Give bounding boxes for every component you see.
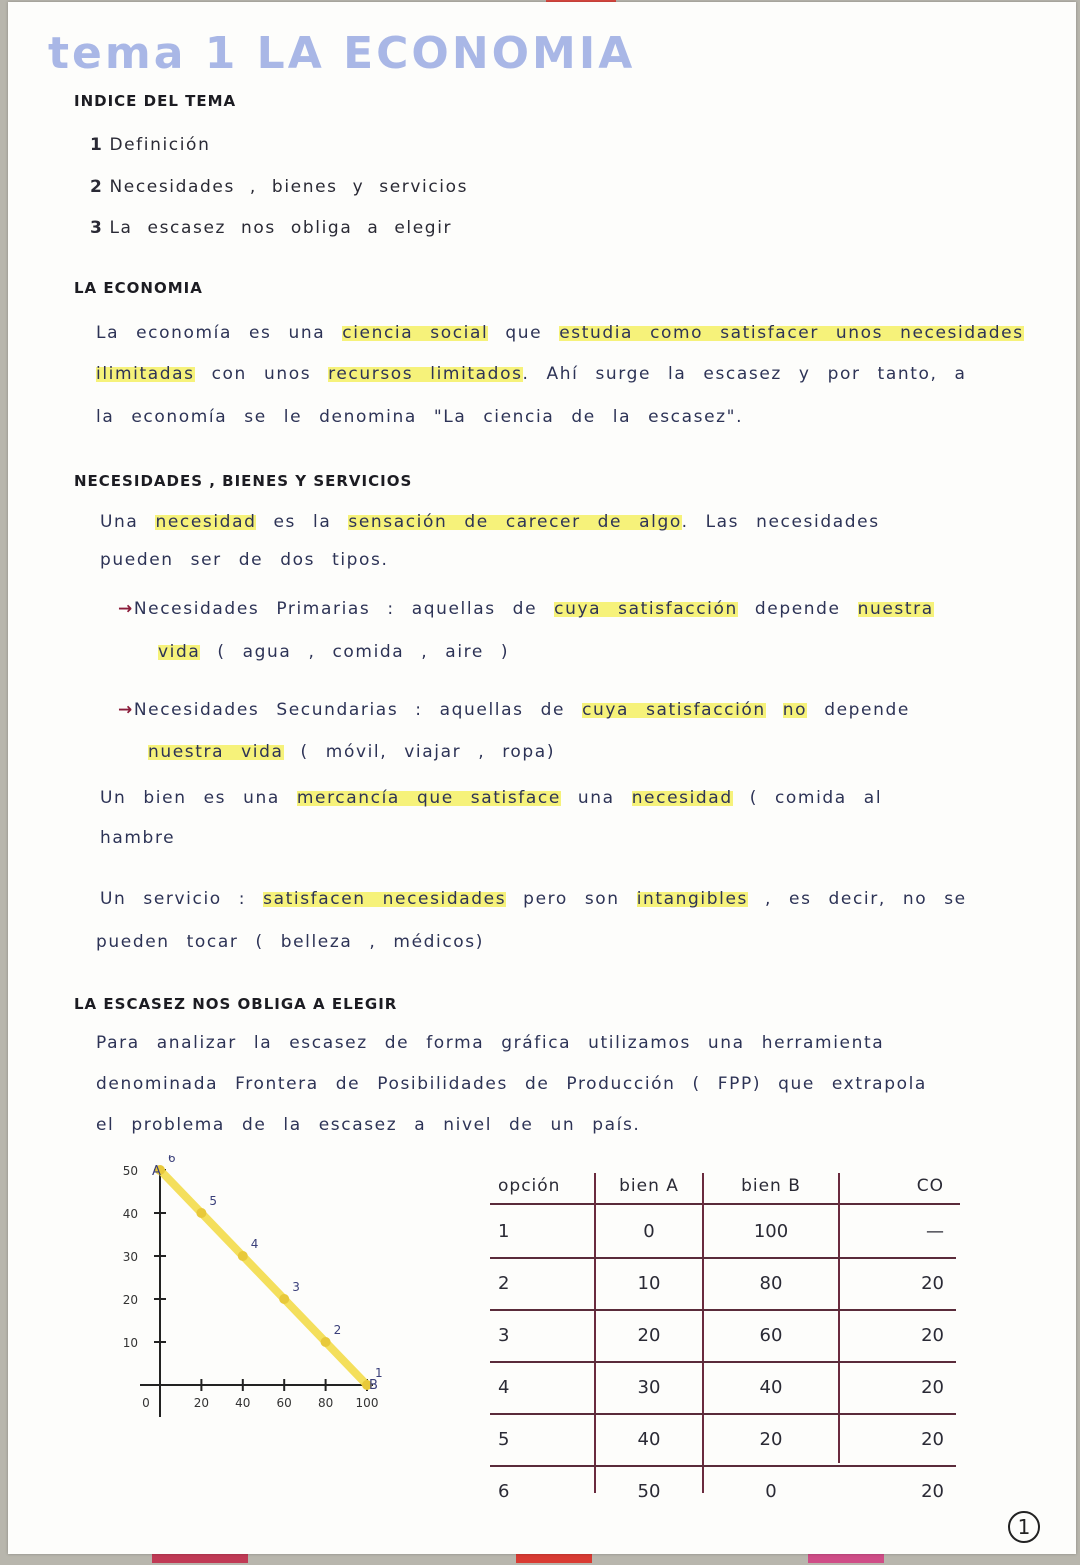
opportunity-cost-table [490,1167,962,1517]
necesidad-definition-line-2: pueden ser de dos tipos. [100,550,389,570]
y-tick-label: 50 [122,1164,138,1178]
highlight: nuestra [857,599,934,619]
text: Una [100,512,156,532]
text: aquellas de [422,700,583,720]
page-number: 1 [1008,1511,1040,1543]
highlight: no [782,700,808,720]
y-tick-label: 10 [122,1336,138,1350]
data-point [321,1337,331,1347]
text: Un bien es una [100,788,297,808]
servicio-line-1 [100,889,967,909]
index-num: 2 [90,177,104,197]
point-label: 2 [333,1323,342,1337]
table-cell: 0 [643,1220,655,1242]
highlight: necesidad [155,512,257,532]
point-label: 4 [250,1237,259,1251]
fpp-chart [100,1155,400,1425]
index-item-1 [90,135,210,155]
table-cell: 80 [759,1272,783,1294]
table-row [490,1465,962,1517]
point-label: 6 [168,1155,176,1165]
index-heading: INDICE DEL TEMA [74,92,237,110]
table-cell: 1 [498,1220,510,1242]
table-cell: — [926,1220,944,1242]
primarias-line-2 [158,642,509,662]
highlight: vida [158,642,201,662]
highlight: ilimitadas [96,364,195,384]
data-point [238,1251,248,1261]
table-header-row [490,1167,962,1205]
table-cell: 100 [753,1220,789,1242]
arrow-right-icon: → [118,599,134,619]
axis-label-a: A [152,1164,161,1179]
text: depende [807,700,910,720]
data-point [279,1294,289,1304]
index-label: Definición [109,135,211,155]
page-title: tema 1 LA ECONOMIA [48,28,636,79]
bottom-tab-pink [808,1553,884,1563]
data-point [196,1208,206,1218]
table-cell: 5 [498,1428,510,1450]
highlight: sensación de carecer de algo [348,512,682,532]
text: Necesidades Secundarias : [133,700,423,720]
text: . Las necesidades [681,512,880,532]
table-row [490,1309,962,1361]
table-divider [490,1309,956,1311]
escasez-line-3: el problema de la escasez a nivel de un país. [96,1115,641,1135]
table-header: CO [916,1176,944,1196]
table-header: bien B [741,1176,801,1196]
y-tick-label: 40 [122,1207,138,1221]
table-row [490,1361,962,1413]
point-label: 1 [375,1366,383,1380]
text: ( agua , comida , aire ) [200,642,510,662]
highlight: cuya satisfacción [554,599,738,619]
index-num: 3 [90,218,104,238]
table-divider [490,1413,956,1415]
x-tick-label: 0 [142,1396,150,1410]
section-heading-economia: LA ECONOMIA [74,279,203,297]
table-cell: 20 [637,1324,661,1346]
table-row [490,1413,962,1465]
table-divider [490,1361,956,1363]
highlight: satisfacen necesidades [263,889,507,909]
text: ( comida al [732,788,883,808]
text [766,700,783,720]
index-item-2 [90,177,468,197]
text: con unos [194,364,329,384]
primarias-line-1 [118,599,934,619]
highlight: recursos limitados [328,364,523,384]
table-cell: 6 [498,1480,510,1502]
x-tick-label: 100 [355,1396,379,1410]
necesidad-definition-line-1 [100,512,880,532]
table-cell: 20 [921,1324,944,1346]
table-cell: 20 [921,1480,944,1502]
highlight: cuya satisfacción [582,700,766,720]
highlight: ciencia social [342,323,489,343]
fpp-line [160,1170,367,1385]
x-tick-label: 40 [235,1396,251,1410]
index-label: Necesidades , bienes y servicios [109,177,469,197]
table-cell: 4 [498,1376,510,1398]
text: que [488,323,560,343]
text: depende [737,599,858,619]
point-label: 5 [209,1194,218,1208]
table-cell: 10 [637,1272,661,1294]
bien-line-1 [100,788,882,808]
y-tick-label: 20 [122,1293,138,1307]
table-cell: 50 [637,1480,661,1502]
highlight: nuestra vida [148,742,284,762]
x-tick-label: 60 [276,1396,292,1410]
servicio-line-2: pueden tocar ( belleza , médicos) [96,932,484,952]
notebook-page [8,2,1076,1554]
index-label: La escasez nos obliga a elegir [109,218,453,238]
text: pero son [506,889,637,909]
text: es la [256,512,349,532]
table-row [490,1205,962,1257]
table-cell: 20 [921,1376,944,1398]
table-cell: 20 [921,1272,944,1294]
text: ( móvil, viajar , ropa) [283,742,556,762]
highlight: intangibles [636,889,748,909]
x-tick-label: 20 [193,1396,210,1410]
text: Un servicio : [100,889,264,909]
table-cell: 20 [921,1428,944,1450]
table-col-divider [838,1173,840,1463]
index-num: 1 [90,135,104,155]
x-tick-label: 80 [317,1396,334,1410]
secundarias-line-1 [118,700,910,720]
economia-line-1 [96,323,1024,343]
escasez-line-2: denominada Frontera de Posibilidades de Producción ( FPP) que extrapola [96,1074,927,1094]
table-cell: 40 [637,1428,661,1450]
table-cell: 2 [498,1272,510,1294]
point-label: 3 [292,1280,300,1294]
table-divider [490,1203,960,1205]
fpp-chart-svg [100,1155,400,1425]
text: La economía es una [96,323,343,343]
index-item-3 [90,218,452,238]
table-header: opción [498,1176,561,1196]
table-cell: 0 [765,1480,777,1502]
text: Necesidades Primarias : [133,599,395,619]
table-row [490,1257,962,1309]
highlight: necesidad [631,788,733,808]
text: una [560,788,632,808]
section-heading-necesidades: NECESIDADES , BIENES Y SERVICIOS [74,472,413,490]
bottom-tab-red [516,1553,592,1563]
table-cell: 20 [759,1428,783,1450]
text: . Ahí surge la escasez y por tanto, a [522,364,967,384]
table-divider [490,1465,956,1467]
bien-line-2: hambre [100,828,176,848]
y-tick-label: 30 [122,1250,138,1264]
secundarias-line-2 [148,742,555,762]
table-cell: 30 [637,1376,661,1398]
escasez-line-1: Para analizar la escasez de forma gráfica utilizamos una herramienta [96,1033,885,1053]
economia-line-3: la economía se le denomina "La ciencia de la escasez". [96,407,744,427]
section-heading-escasez: LA ESCASEZ NOS OBLIGA A ELEGIR [74,995,398,1013]
table-cell: 40 [759,1376,783,1398]
economia-line-2 [96,364,967,384]
table-col-divider [594,1173,596,1493]
highlight: estudia como satisfacer unos necesidades [559,323,1024,343]
table-divider [490,1257,956,1259]
table-cell: 3 [498,1324,510,1346]
arrow-right-icon: → [118,700,134,720]
text: , es decir, no se [748,889,967,909]
highlight: mercancía que satisface [296,788,561,808]
text: aquellas de [394,599,555,619]
table-col-divider [702,1173,704,1493]
axis-label-b: B [369,1378,378,1393]
table-cell: 60 [759,1324,783,1346]
bottom-tab-crimson [152,1553,248,1563]
table-header: bien A [619,1176,679,1196]
